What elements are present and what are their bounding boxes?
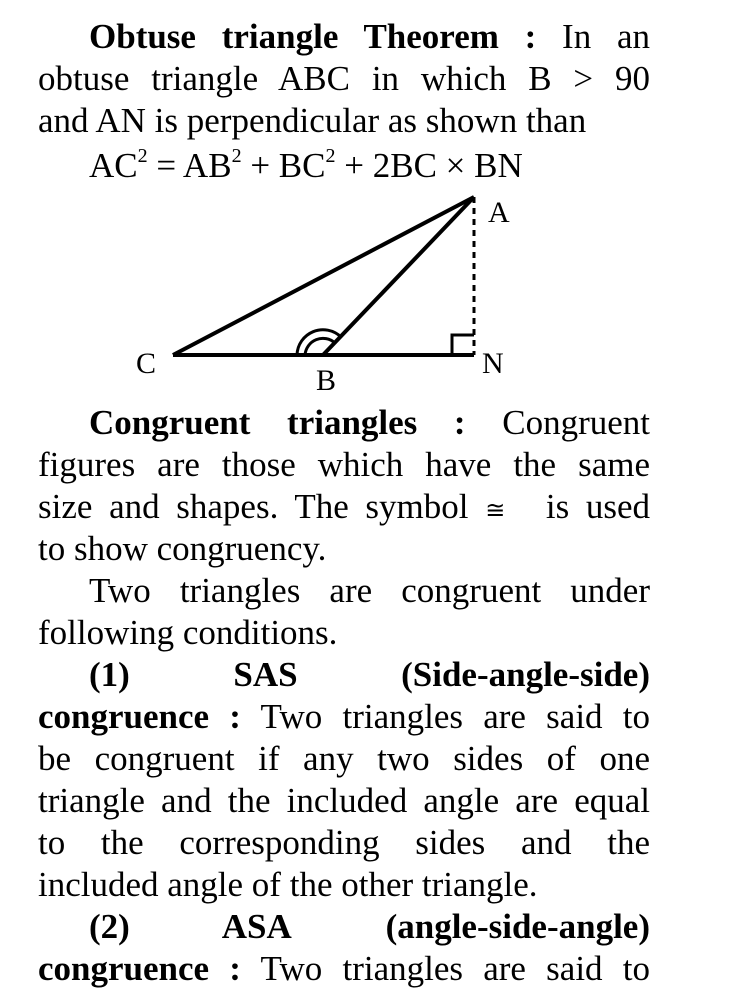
congruence-symbol: ≅: [485, 496, 506, 524]
congruent-heading: Congruent triangles :: [89, 403, 466, 442]
congruent-line-4: to show congruency.: [38, 529, 327, 568]
congruent-line-5: Two triangles are congruent under: [89, 571, 650, 610]
theorem-formula: $AC^2 = AB^2 + BC^2 + 2BC$ × BN: [89, 145, 523, 185]
label-a: A: [488, 196, 510, 229]
congruent-line-1: Congruent triangles : Congruent: [89, 403, 650, 442]
label-b: B: [316, 364, 337, 397]
label-c: C: [136, 347, 157, 380]
theorem-line-1-text: In an: [562, 17, 650, 56]
sas-number: (1) SAS: [89, 655, 298, 694]
side-ca: [173, 197, 474, 355]
sas-line-5: included angle of the other triangle.: [38, 865, 538, 904]
congruent-line-6: following conditions.: [38, 613, 338, 652]
right-angle-mark: [452, 335, 474, 355]
congruent-line-3: size and shapes. The symbol ≅ is used: [38, 486, 650, 531]
theorem-heading: Obtuse triangle Theorem :: [89, 17, 537, 56]
sas-name: (Side-angle-side): [401, 655, 650, 694]
asa-number: (2) ASA: [89, 907, 292, 946]
sas-line-3: triangle and the included angle are equal: [38, 781, 650, 820]
asa-name: (angle-side-angle): [385, 907, 650, 946]
congruent-line-2: figures are those which have the same: [38, 445, 650, 484]
label-n: N: [482, 347, 504, 380]
sas-line-2: be congruent if any two sides of one: [38, 739, 650, 778]
sas-line-1: congruence : Two triangles are said to: [38, 697, 650, 736]
sas-line-4: to the corresponding sides and the: [38, 823, 650, 862]
side-ba: [323, 197, 474, 355]
asa-title: [89, 906, 650, 948]
sas-label: congruence :: [38, 697, 241, 736]
sas-title: [89, 654, 650, 696]
asa-label: congruence :: [38, 949, 241, 988]
asa-line-1: congruence : Two triangles are said to: [38, 949, 650, 988]
theorem-line-2: obtuse triangle ABC in which B > 90: [38, 59, 650, 98]
theorem-line-3: and AN is perpendicular as shown than: [38, 101, 587, 140]
